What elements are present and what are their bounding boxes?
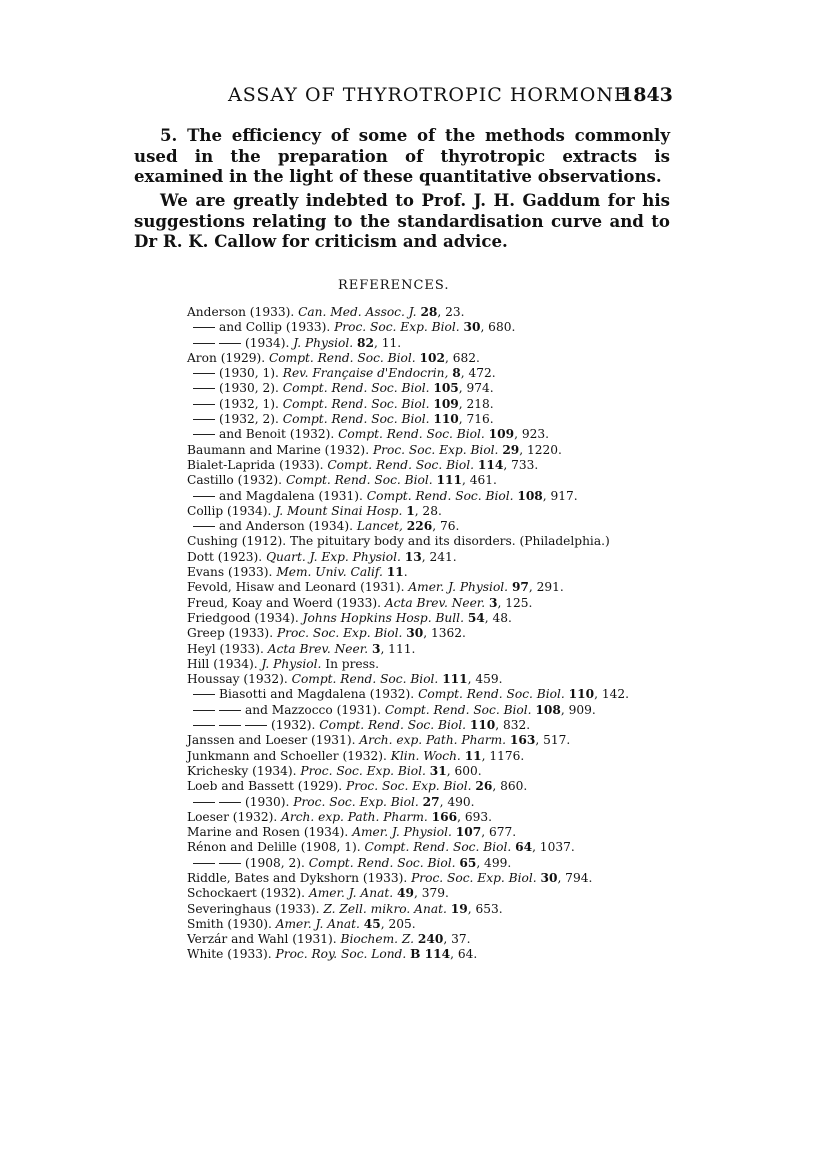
ditto-rule — [193, 327, 215, 328]
reference-authors: Collip (1934). — [187, 503, 272, 518]
ditto-rule — [193, 710, 215, 711]
reference-volume: 3 — [371, 641, 381, 656]
reference-authors: (1930). — [245, 794, 290, 809]
reference-volume: 110 — [568, 687, 595, 702]
reference-volume: 109 — [488, 427, 515, 442]
reference-journal: Proc. Soc. Exp. Biol. — [334, 320, 460, 335]
reference-pages: , 472. — [460, 366, 496, 381]
reference-entry — [187, 703, 667, 718]
reference-journal: Proc. Soc. Exp. Biol. — [346, 779, 472, 794]
reference-journal: J. Mount Sinai Hosp. — [275, 503, 403, 518]
reference-volume: 109 — [433, 396, 459, 411]
reference-journal: Compt. Rend. Soc. Biol. — [364, 840, 512, 855]
reference-entry — [187, 947, 667, 962]
reference-entry — [187, 305, 667, 320]
ditto-rule — [193, 434, 215, 435]
ditto-rule — [193, 343, 215, 344]
reference-pages: , 461. — [461, 473, 497, 488]
reference-authors: (1908, 2). — [245, 855, 305, 870]
reference-volume: 45 — [363, 916, 381, 931]
reference-pages: , 142. — [594, 687, 629, 702]
reference-authors: (1934). — [245, 335, 290, 350]
reference-journal: Compt. Rend. Soc. Biol. — [291, 672, 439, 687]
reference-volume: 30 — [406, 626, 424, 641]
ditto-rule — [193, 863, 215, 864]
reference-pages: . — [403, 565, 408, 580]
reference-volume: 8 — [452, 366, 461, 381]
reference-entry — [187, 718, 667, 733]
reference-pages: , 379. — [413, 886, 449, 901]
reference-entry — [187, 886, 667, 901]
reference-pages: , 917. — [542, 488, 578, 503]
reference-journal: Compt. Rend. Soc. Biol. — [418, 687, 565, 702]
reference-journal: Amer. J. Anat. — [275, 916, 360, 931]
reference-volume: 110 — [433, 412, 459, 427]
reference-authors: Smith (1930). — [187, 916, 272, 931]
reference-pages: , 125. — [497, 595, 533, 610]
reference-journal: Acta Brev. Neer. — [267, 641, 369, 656]
reference-journal: Compt. Rend. Soc. Biol. — [384, 702, 532, 717]
reference-pages: , 499. — [476, 855, 512, 870]
reference-authors: Verzár and Wahl (1931). — [187, 932, 337, 947]
reference-entry — [187, 427, 667, 442]
reference-authors: Schockaert (1932). — [187, 886, 306, 901]
reference-entry — [187, 856, 667, 871]
reference-authors: and Collip (1933). — [219, 320, 331, 335]
reference-entry — [187, 764, 667, 779]
reference-pages: , 1220. — [519, 442, 562, 457]
reference-pages: In press. — [321, 656, 380, 671]
reference-volume: 64 — [515, 840, 533, 855]
reference-journal: Compt. Rend. Soc. Biol. — [327, 457, 475, 472]
reference-authors: Krichesky (1934). — [187, 763, 297, 778]
reference-pages: , 923. — [514, 427, 549, 442]
reference-volume: 108 — [535, 702, 561, 717]
reference-pages: , 490. — [439, 794, 475, 809]
reference-authors: Baumann and Marine (1932). — [187, 442, 370, 457]
reference-entry — [187, 351, 667, 366]
reference-journal: Compt. Rend. Soc. Biol. — [268, 350, 416, 365]
reference-journal: Johns Hopkins Hosp. Bull. — [302, 610, 464, 625]
reference-pages: , 459. — [467, 672, 503, 687]
reference-volume: 54 — [467, 610, 485, 625]
reference-volume: 11 — [386, 565, 404, 580]
running-head — [0, 84, 816, 114]
reference-authors: Bialet-Laprida (1933). — [187, 457, 324, 472]
reference-journal: Amer. J. Physiol. — [352, 825, 452, 840]
reference-journal: Klin. Woch. — [390, 748, 461, 763]
ditto-rule — [219, 725, 241, 726]
reference-authors: Freud, Koay and Woerd (1933). — [187, 595, 381, 610]
reference-pages: , 682. — [444, 350, 480, 365]
reference-entry — [187, 749, 667, 764]
reference-journal: Proc. Soc. Exp. Biol. — [300, 763, 426, 778]
running-head-title: ASSAY OF THYROTROPIC HORMONE — [228, 84, 629, 106]
reference-authors: (1930, 1). — [219, 366, 279, 381]
reference-volume: 19 — [450, 901, 468, 916]
reference-entry — [187, 902, 667, 917]
reference-authors: Friedgood (1934). — [187, 610, 299, 625]
reference-journal: Compt. Rend. Soc. Biol. — [285, 473, 433, 488]
reference-pages: , 794. — [557, 870, 593, 885]
ditto-rule — [193, 526, 215, 527]
reference-entry — [187, 810, 667, 825]
reference-entry — [187, 840, 667, 855]
ditto-rule — [193, 404, 215, 405]
reference-entry — [187, 550, 667, 565]
reference-journal: Proc. Soc. Exp. Biol. — [372, 442, 499, 457]
reference-entry — [187, 534, 667, 549]
reference-entry — [187, 779, 667, 794]
reference-volume: 110 — [469, 718, 496, 733]
reference-volume: 102 — [419, 350, 445, 365]
reference-journal: Mem. Univ. Calif. — [276, 565, 383, 580]
reference-journal: Amer. J. Anat. — [308, 886, 394, 901]
reference-entry — [187, 642, 667, 657]
ditto-rule — [245, 725, 267, 726]
reference-journal: Lancet, — [356, 519, 403, 534]
reference-journal: Compt. Rend. Soc. Biol. — [308, 855, 456, 870]
reference-list — [187, 305, 667, 963]
reference-entry — [187, 687, 667, 702]
reference-volume: B 114 — [410, 947, 451, 962]
reference-entry — [187, 565, 667, 580]
reference-pages: , 693. — [457, 809, 492, 824]
reference-journal: Can. Med. Assoc. J. — [298, 305, 417, 319]
reference-pages: , 653. — [467, 901, 503, 916]
reference-entry — [187, 412, 667, 427]
reference-volume: 29 — [502, 442, 520, 457]
page-number: 1843 — [620, 84, 673, 106]
reference-authors: Marine and Rosen (1934). — [187, 825, 349, 840]
reference-pages: , 860. — [492, 779, 528, 794]
reference-authors: (1932). — [271, 718, 316, 733]
reference-pages: , 48. — [484, 610, 512, 625]
reference-authors: Loeser (1932). — [187, 809, 278, 824]
reference-journal: Z. Zell. mikro. Anat. — [323, 901, 447, 916]
reference-entry — [187, 795, 667, 810]
reference-entry — [187, 611, 667, 626]
reference-entry — [187, 596, 667, 611]
reference-journal: Compt. Rend. Soc. Biol. — [282, 412, 430, 427]
reference-authors: Aron (1929). — [187, 350, 266, 365]
reference-journal: Compt. Rend. Soc. Biol. — [366, 488, 514, 503]
reference-journal: Compt. Rend. Soc. Biol. — [338, 427, 485, 442]
reference-entry — [187, 397, 667, 412]
reference-authors: and Mazzocco (1931). — [245, 702, 381, 717]
reference-entry — [187, 672, 667, 687]
reference-entry — [187, 657, 667, 672]
reference-volume: 97 — [511, 580, 529, 595]
reference-journal: Acta Brev. Neer. — [384, 595, 486, 610]
reference-pages: , 716. — [458, 412, 494, 427]
reference-volume: 49 — [397, 886, 414, 901]
reference-authors: (1932, 1). — [219, 396, 279, 411]
reference-entry — [187, 580, 667, 595]
reference-pages: , 11. — [374, 335, 402, 350]
reference-volume: 30 — [463, 320, 481, 335]
ditto-rule — [219, 710, 241, 711]
reference-authors: Greep (1933). — [187, 626, 274, 641]
reference-authors: Houssay (1932). — [187, 672, 288, 687]
reference-authors: (1932, 2). — [219, 412, 279, 427]
reference-authors: (1930, 2). — [219, 381, 279, 396]
reference-entry — [187, 381, 667, 396]
reference-journal: Compt. Rend. Soc. Biol. — [319, 718, 466, 733]
reference-journal: Compt. Rend. Soc. Biol. — [282, 396, 430, 411]
reference-authors: and Magdalena (1931). — [219, 488, 363, 503]
reference-authors: Hill (1934). — [187, 656, 258, 671]
reference-authors: White (1933). — [187, 947, 272, 962]
reference-authors: Fevold, Hisaw and Leonard (1931). — [187, 580, 405, 595]
reference-volume: 107 — [455, 825, 482, 840]
ditto-rule — [193, 802, 215, 803]
reference-pages: , 677. — [481, 825, 517, 840]
ditto-rule — [193, 496, 215, 497]
reference-pages: , 37. — [443, 932, 471, 947]
reference-authors: Loeb and Bassett (1929). — [187, 779, 343, 794]
reference-entry — [187, 519, 667, 534]
reference-entry — [187, 366, 667, 381]
reference-pages: , 974. — [458, 381, 494, 396]
reference-volume: 105 — [433, 381, 459, 396]
reference-authors: Dott (1923). — [187, 549, 263, 564]
reference-volume: 111 — [436, 473, 462, 488]
reference-entry — [187, 473, 667, 488]
reference-pages: , 76. — [432, 519, 460, 534]
reference-entry — [187, 825, 667, 840]
reference-volume: 240 — [417, 932, 444, 947]
reference-authors: Evans (1933). — [187, 565, 273, 580]
reference-pages: , 733. — [503, 457, 539, 472]
reference-journal: Rev. Française d'Endocrin, — [282, 366, 449, 381]
reference-volume: 13 — [404, 549, 422, 564]
reference-pages: , 680. — [480, 320, 516, 335]
reference-pages: , 600. — [446, 763, 482, 778]
reference-entry — [187, 489, 667, 504]
reference-entry — [187, 443, 667, 458]
ditto-rule — [193, 419, 215, 420]
reference-entry — [187, 871, 667, 886]
reference-pages: , 1362. — [423, 626, 466, 641]
reference-pages: , 832. — [495, 718, 531, 733]
ditto-rule — [193, 694, 215, 695]
reference-entry — [187, 336, 667, 351]
ditto-rule — [193, 373, 215, 374]
reference-journal: Biochem. Z. — [340, 932, 415, 947]
reference-volume: 226 — [406, 519, 433, 534]
ditto-rule — [193, 388, 215, 389]
reference-entry — [187, 320, 667, 335]
reference-entry — [187, 626, 667, 641]
reference-journal: Arch. exp. Path. Pharm. — [359, 733, 507, 748]
reference-authors: Heyl (1933). — [187, 641, 264, 656]
ditto-rule — [219, 802, 241, 803]
reference-authors: Cushing (1912). The pituitary body and its disorders. (Philadelphia.) — [187, 534, 610, 549]
reference-volume: 111 — [442, 672, 468, 687]
reference-journal: J. Physiol. — [293, 335, 354, 350]
reference-volume: 166 — [431, 809, 458, 824]
reference-journal: Proc. Soc. Exp. Biol. — [411, 870, 537, 885]
reference-entry — [187, 733, 667, 748]
reference-authors: Anderson (1933). — [187, 305, 295, 319]
reference-authors: and Anderson (1934). — [219, 519, 353, 534]
reference-volume: 114 — [477, 457, 504, 472]
reference-volume: 3 — [489, 595, 498, 610]
reference-journal: Amer. J. Physiol. — [408, 580, 509, 595]
reference-pages: , 241. — [421, 549, 457, 564]
conclusion-paragraph: 5. The efficiency of some of the methods commonly used in the preparation of thyrotropic extracts is examined in the light of these quantitative observations. — [134, 125, 670, 186]
references-heading: REFERENCES. — [338, 278, 450, 293]
reference-volume: 31 — [429, 763, 447, 778]
reference-volume: 26 — [475, 779, 493, 794]
reference-entry — [187, 932, 667, 947]
reference-pages: , 205. — [380, 916, 416, 931]
reference-authors: Severinghaus (1933). — [187, 901, 320, 916]
reference-authors: Biasotti and Magdalena (1932). — [219, 687, 415, 702]
reference-authors: and Benoit (1932). — [219, 427, 335, 442]
ditto-rule — [193, 725, 215, 726]
reference-journal: Proc. Soc. Exp. Biol. — [293, 794, 419, 809]
reference-pages: , 23. — [437, 305, 465, 319]
reference-journal: Quart. J. Exp. Physiol. — [266, 549, 401, 564]
reference-authors: Castillo (1932). — [187, 473, 283, 488]
reference-journal: Compt. Rend. Soc. Biol. — [282, 381, 430, 396]
reference-journal: Proc. Soc. Exp. Biol. — [276, 626, 403, 641]
reference-journal: Arch. exp. Path. Pharm. — [281, 809, 428, 824]
ditto-rule — [219, 863, 241, 864]
reference-pages: , 517. — [535, 733, 571, 748]
reference-volume: 163 — [509, 733, 536, 748]
reference-pages: , 111. — [380, 641, 416, 656]
reference-authors: Junkmann and Schoeller (1932). — [187, 748, 387, 763]
reference-pages: , 28. — [414, 503, 442, 518]
reference-entry — [187, 504, 667, 519]
reference-journal: J. Physiol. — [261, 656, 322, 671]
reference-pages: , 909. — [560, 702, 596, 717]
reference-entry — [187, 458, 667, 473]
reference-volume: 1 — [406, 503, 415, 518]
reference-volume: 11 — [464, 748, 482, 763]
reference-pages: , 218. — [458, 396, 494, 411]
reference-pages: , 291. — [528, 580, 564, 595]
reference-volume: 65 — [459, 855, 477, 870]
reference-pages: , 64. — [450, 947, 478, 962]
reference-authors: Janssen and Loeser (1931). — [187, 733, 356, 748]
acknowledgement-paragraph: We are greatly indebted to Prof. J. H. Gaddum for his suggestions relating to the standardisation curve and to Dr R. K. Callow for criticism and advice. — [134, 190, 670, 251]
reference-volume: 30 — [540, 870, 558, 885]
reference-volume: 108 — [517, 488, 543, 503]
reference-volume: 27 — [422, 794, 440, 809]
reference-pages: , 1037. — [532, 840, 575, 855]
reference-authors: Rénon and Delille (1908, 1). — [187, 840, 361, 855]
reference-pages: , 1176. — [481, 748, 525, 763]
reference-volume: 82 — [357, 335, 375, 350]
ditto-rule — [219, 343, 241, 344]
reference-entry — [187, 917, 667, 932]
reference-volume: 28 — [420, 305, 438, 319]
reference-authors: Riddle, Bates and Dykshorn (1933). — [187, 870, 408, 885]
reference-journal: Proc. Roy. Soc. Lond. — [275, 947, 407, 962]
